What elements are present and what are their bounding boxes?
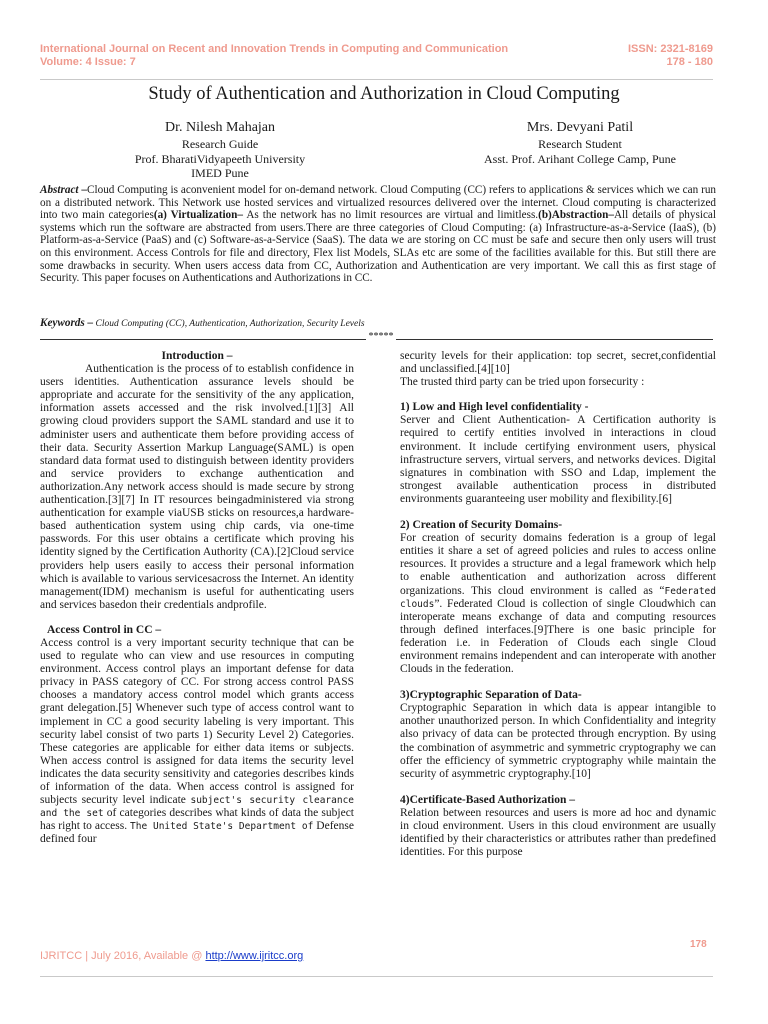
- page-range: 178 - 180: [666, 56, 713, 68]
- keywords: [40, 317, 716, 329]
- certificate-text: Relation between resources and users is more ad hoc and dynamic in cloud environment. Users in this cloud environment are usually identified by their characteristics or attributes rather than predefined identities. For this purpose: [400, 806, 716, 859]
- section-separator: [40, 331, 713, 344]
- section-heading-access-control: Access Control in CC –: [47, 623, 162, 636]
- section-heading-cryptographic: 3)Cryptographic Separation of Data-: [400, 689, 582, 702]
- footer-link[interactable]: http://www.ijritcc.org: [205, 950, 304, 962]
- author-affiliation: Research Student: [538, 137, 622, 151]
- security-levels-text: security levels for their application: top secret, secret,confidential and unclassified.[4][10]: [400, 350, 716, 376]
- abstract-label: Abstract –: [40, 184, 88, 196]
- author-affiliation: Asst. Prof. Arihant College Camp, Pune: [484, 151, 676, 166]
- author-affiliation: Research Guide: [181, 137, 259, 151]
- cryptographic-text: Cryptographic Separation in which data is appear intangible to another unauthorized person. In which Confidentiality and integrity also privacy of data can be protected through encryption. By using the combination of asymmetric and symmetric cryptography we can offer the efficiency of symmetric cryptography while maintain the security of asymmetric cryptography.[10]: [400, 702, 716, 780]
- volume-issue: Volume: 4 Issue: 7: [40, 56, 136, 68]
- header-rule: [40, 79, 713, 80]
- left-column: [40, 350, 354, 846]
- access-control-text: Access control is a very important security technique that can be used to regulate who can view and use resources in computing environment. Access control plays an important defense for data privacy in PASS category of CC. For strong access control PASS chooses a mandatory access control model which grants access grant delegation.[5] Whenever such type of access control want to implement in CC a good security labeling is very important. This security label consist of two parts 1) Security Level 2) Categories. These categories are applicable for either data items or subjects. When access control is assigned for data items the security level indicates the data security sensitivity and categories describes kinds of information of the data. When access control is assigned for subjects security level indicate subject's security clearance and the set of categories describes what kinds of data the subject has right to access. The United State's Department of Defense defined four: [40, 636, 355, 846]
- abstract-term: (b)Abstraction–: [538, 209, 614, 222]
- introduction-text: Authentication is the process of to establish confidence in users identities. Authentication assurance levels should be appropriate and accurate for the sensitivity of the any application, information assets accessed and the risk involved.[1][3] All growing cloud providers support the SAML standard and use it to administer users and authenticate them before providing access of their data. Security Assertion Markup Language(SAML) is open standard data format used to distinguish between identity providers and service providers to exchange authentication and authorization.Any network access should is made secure by strong authentication.[3][7] In IT resources beingadministered via strong authentication for example viaUSB sticks on resources,a hardware-based authentication system using chip cards, via one-time passwords. For this user obtains a certificate which proving his identity signed by the Certification Authority (CA).[2]Cloud service providers help users easily to access their personal information which is available to various servicesacross the Internet. An identity management(IDM) mechanism is useful for authenticating users and services basedon their credentials andprofile.: [40, 363, 354, 611]
- security-domains-text: For creation of security domains federation is a group of legal entities it share a set of agreed policies and rules to access online resources. It provides a structure and a legal framework which help to enable authentication and authorization across different organizations. This cloud environment is called as “Federated clouds”. Federated Cloud is collection of single Cloudwhich can interoperate means exchange of data and computing resources through defined interfaces.[9]There is one basic principle for federation i.e. in Federation of Clouds each single Cloud environment remains independent and can interoperate with another Clouds in the federation.: [400, 532, 716, 676]
- access-control-mono: The United State's Department of: [130, 821, 314, 833]
- access-control-mono: subject's security clearance and the set: [40, 795, 355, 820]
- section-heading-confidentiality: 1) Low and High level confidentiality -: [400, 401, 589, 414]
- author-1: [100, 118, 340, 181]
- author-2: [450, 118, 710, 166]
- separator-stars: *****: [368, 331, 394, 342]
- confidentiality-text: Server and Client Authentication- A Certification authority is required to certify entities involved in interactions in cloud environment. It include certifying environment users, physical infrastructure servers, virtual servers, and networks devices. Digital signatures in combination with SSO and Ldap, implement the strongest available authentication process in distributed environments guaranteeing user mobility and flexibility.[6]: [400, 414, 716, 505]
- right-column: [400, 350, 716, 859]
- abstract-text: Cloud Computing is aconvenient model for on-demand network. Cloud Computing (CC) refers to applications & services which we can run on a distributed network. This Network use hosted services and virtualized resources delivered over the internet. Cloud computing is characterized into two main categories: [40, 184, 717, 222]
- trusted-party-text: The trusted third party can be tried upon forsecurity :: [400, 376, 645, 389]
- abstract-term: (a) Virtualization–: [153, 209, 243, 222]
- author-name: Mrs. Devyani Patil: [526, 120, 634, 135]
- abstract: [40, 184, 716, 285]
- keywords-label: Keywords –: [40, 317, 94, 329]
- page-number: 178: [690, 939, 707, 950]
- section-heading-security-domains: 2) Creation of Security Domains-: [400, 519, 563, 532]
- keywords-value: Cloud Computing (CC), Authentication, Authorization, Security Levels: [93, 319, 365, 329]
- section-heading-certificate: 4)Certificate-Based Authorization –: [400, 793, 576, 806]
- footer-text: IJRITCC | July 2016, Available @: [40, 950, 206, 962]
- footer: [40, 950, 303, 962]
- journal-title: International Journal on Recent and Innovation Trends in Computing and Communication: [40, 43, 509, 55]
- section-heading-introduction: Introduction –: [161, 350, 233, 362]
- author-affiliation: IMED Pune: [191, 166, 249, 180]
- paper-title: Study of Authentication and Authorization in Cloud Computing: [148, 84, 620, 104]
- abstract-text: As the network has no limit resources are virtual and limitless.: [242, 209, 539, 222]
- author-affiliation: Prof. BharatiVidyapeeth University: [134, 151, 306, 166]
- abstract-text: All details of physical systems which run the software are abstracted from users.There are three categories of Cloud Computing: (a) Infrastructure-as-a-Service (IaaS), (b) Platform-as-a-Service (PaaS) and (c) Software-as-a-Service (SaaS). The data we are storing on CC must be safe and secure then only users will trust on this environment. Access Controls for file and directory, Flex list Models, SLAs etc are some of the facilities available for this. But still there are some drawbacks in security. When users access data from CC, Authorization and Authentication are very important. We call this as first stage of Security. This paper focuses on Authentications and Authorizations in CC.: [40, 209, 716, 285]
- issn: ISSN: 2321-8169: [628, 43, 713, 55]
- author-name: Dr. Nilesh Mahajan: [164, 120, 276, 135]
- footer-rule: [40, 976, 713, 977]
- federated-clouds-term: Federated clouds: [400, 585, 716, 610]
